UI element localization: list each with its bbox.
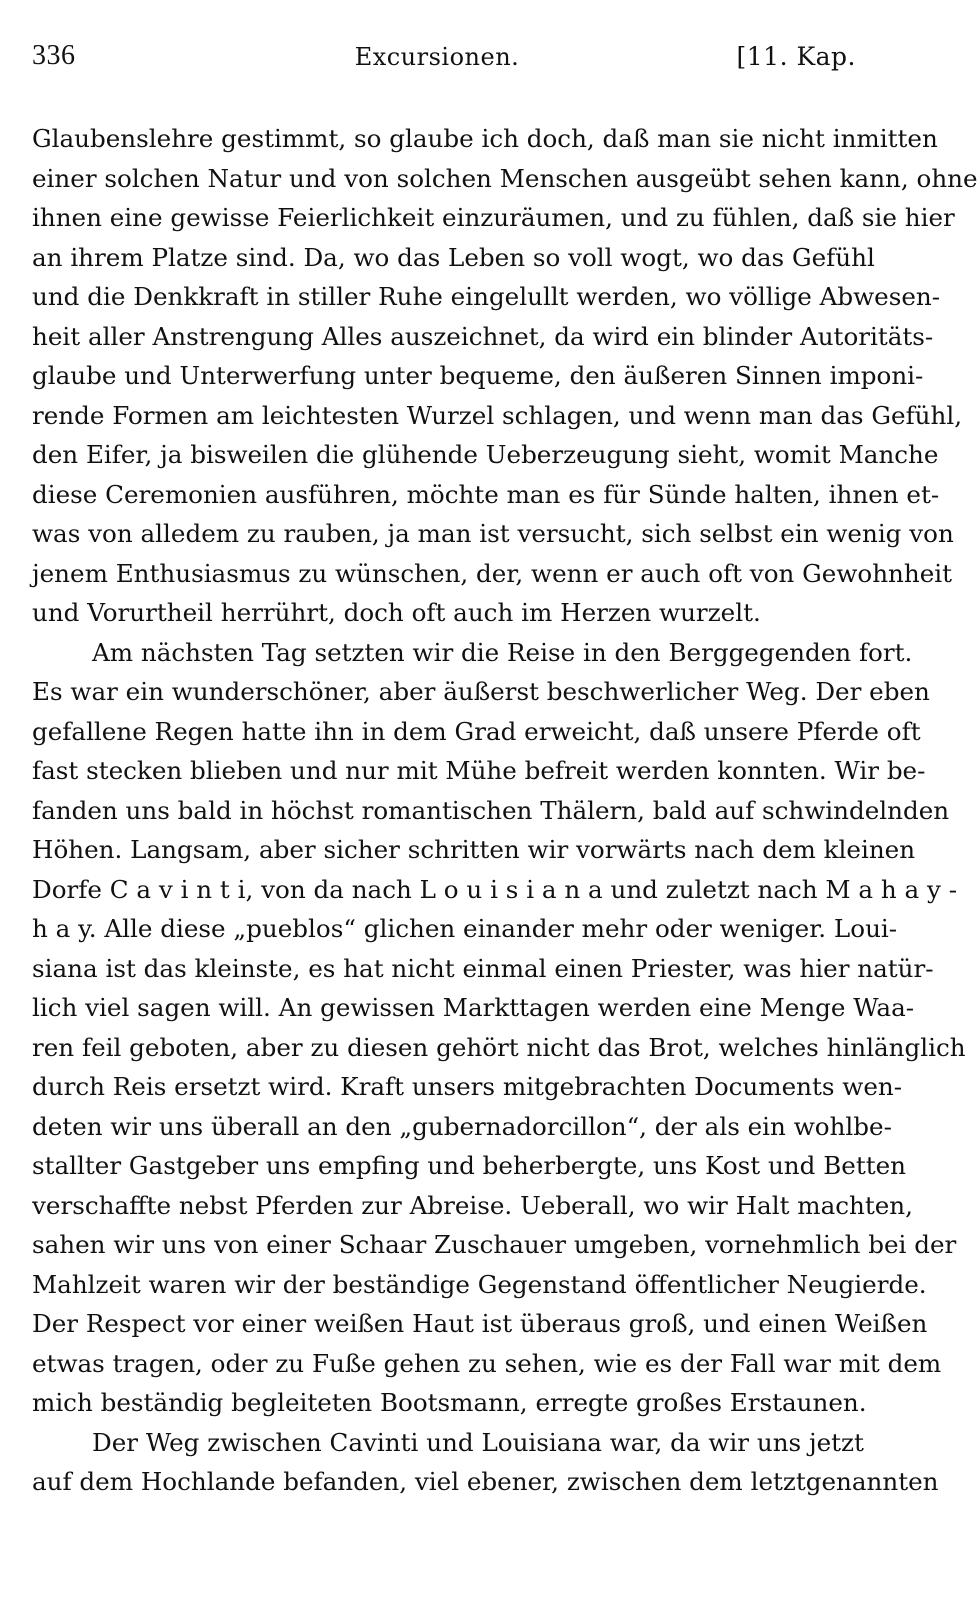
book-page	[32, 28, 978, 1496]
text-line: ihnen eine gewisse Feierlichkeit einzuräumen, und zu fühlen, daß sie hier	[32, 203, 955, 232]
text-line: etwas tragen, oder zu Fuße gehen zu sehen, wie es der Fall war mit dem	[32, 1348, 942, 1378]
text-line: auf dem Hochlande befanden, viel ebener, zwischen dem letztgenannten	[32, 1467, 939, 1496]
text-line: diese Ceremonien ausführen, möchte man es für Sünde halten, ihnen et-	[32, 479, 940, 509]
text-line: jenem Enthusiasmus zu wünschen, der, wenn er auch oft von Gewohnheit	[32, 558, 953, 588]
running-head	[32, 28, 862, 80]
text-line: fanden uns bald in höchst romantischen Thälern, bald auf schwindelnden	[32, 795, 950, 825]
text-line: ren feil geboten, aber zu diesen gehört nicht das Brot, welches hinlänglich	[32, 1032, 966, 1062]
text-line: Es war ein wunderschöner, aber äußerst beschwerlicher Weg. Der eben	[32, 677, 930, 706]
text-line: lich viel sagen will. An gewissen Markttagen werden eine Menge Waa-	[32, 993, 915, 1022]
text-line: gefallene Regen hatte ihn in dem Grad erweicht, daß unsere Pferde oft	[32, 716, 921, 746]
body-text	[32, 119, 978, 1502]
text-line: siana ist das kleinste, es hat nicht einmal einen Priester, was hier natür-	[32, 953, 934, 983]
running-title: Excursionen.	[354, 43, 520, 71]
text-line: mich beständig begleiteten Bootsmann, erregte großes Erstaunen.	[32, 1388, 867, 1417]
paragraph-first-line: Der Weg zwischen Cavinti und Louisiana war, da wir uns jetzt	[92, 1427, 864, 1457]
text-line: und die Denkkraft in stiller Ruhe eingelullt werden, wo völlige Abwesen-	[32, 282, 941, 311]
text-line: verschaffte nebst Pferden zur Abreise. Ueberall, wo wir Halt machten,	[32, 1190, 913, 1220]
text-line: deten wir uns überall an den „gubernadorcillon“, der als ein wohlbe-	[32, 1111, 892, 1141]
text-line: durch Reis ersetzt wird. Kraft unsers mitgebrachten Documents wen-	[32, 1072, 903, 1101]
page-number: 336	[32, 40, 76, 71]
text-line: Dorfe C a v i n t i, von da nach L o u i s i a n a und zuletzt nach M a h a y -	[32, 874, 958, 904]
text-line: sahen wir uns von einer Schaar Zuschauer umgeben, vornehmlich bei der	[32, 1230, 957, 1259]
text-line: an ihrem Platze sind. Da, wo das Leben so voll wogt, wo das Gefühl	[32, 242, 875, 272]
text-line: fast stecken blieben und nur mit Mühe befreit werden konnten. Wir be-	[32, 756, 926, 785]
text-line: Glaubenslehre gestimmt, so glaube ich doch, daß man sie nicht inmitten	[32, 124, 938, 153]
paragraph-first-line: Am nächsten Tag setzten wir die Reise in den Berggegenden fort.	[92, 637, 913, 667]
text-line: Der Respect vor einer weißen Haut ist überaus groß, und einen Weißen	[32, 1309, 928, 1338]
text-line: einer solchen Natur und von solchen Menschen ausgeübt sehen kann, ohne	[32, 163, 978, 193]
text-line: h a y. Alle diese „pueblos“ glichen einander mehr oder weniger. Loui-	[32, 914, 898, 943]
text-line: den Eifer, ja bisweilen die glühende Ueberzeugung sieht, womit Manche	[32, 440, 939, 469]
text-line: stallter Gastgeber uns empfing und beherbergte, uns Kost und Betten	[32, 1151, 906, 1180]
text-line: was von alledem zu rauben, ja man ist versucht, sich selbst ein wenig von	[32, 519, 954, 548]
chapter-reference: [11. Kap.	[736, 42, 856, 71]
text-line: heit aller Anstrengung Alles auszeichnet, da wird ein blinder Autoritäts-	[32, 321, 934, 351]
text-line: glaube und Unterwerfung unter bequeme, den äußeren Sinnen imponi-	[32, 361, 924, 390]
text-line: und Vorurtheil herrührt, doch oft auch im Herzen wurzelt.	[32, 598, 761, 627]
text-line: Mahlzeit waren wir der beständige Gegenstand öffentlicher Neugierde.	[32, 1269, 927, 1299]
text-line: rende Formen am leichtesten Wurzel schlagen, und wenn man das Gefühl,	[32, 400, 963, 430]
text-line: Höhen. Langsam, aber sicher schritten wir vorwärts nach dem kleinen	[32, 835, 916, 864]
